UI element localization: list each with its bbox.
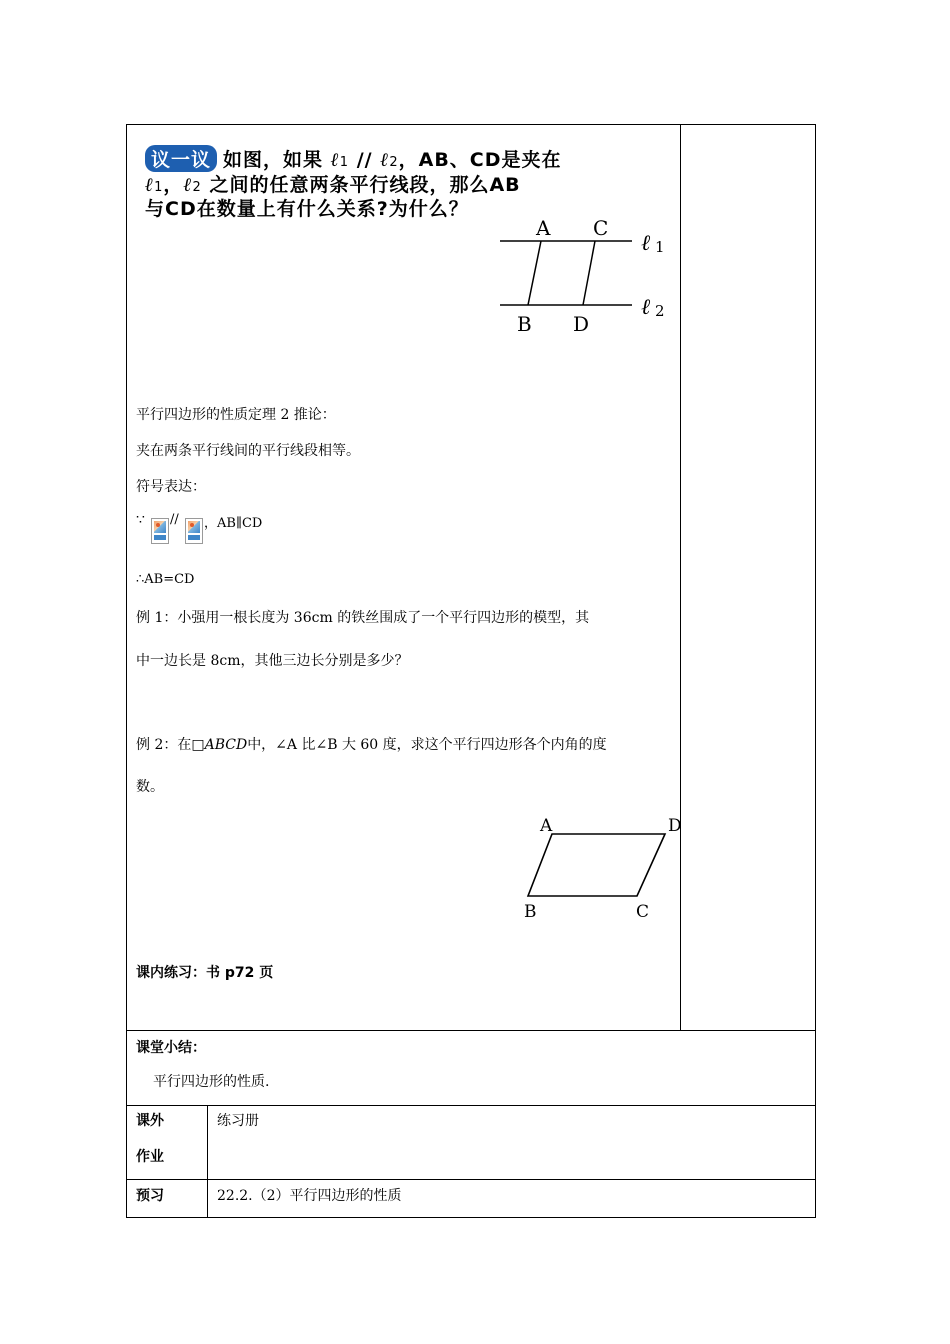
discussion-line-1 <box>145 145 562 172</box>
discussion-badge: 议一议 <box>145 145 217 172</box>
homework-label-2: 作业 <box>136 1149 164 1165</box>
preview-label: 预习 <box>136 1188 164 1204</box>
theorem-statement: 夹在两条平行线间的平行线段相等。 <box>136 443 360 459</box>
l2-subscript-2: 2 <box>192 180 202 195</box>
preview-top-border <box>126 1179 816 1180</box>
l2-symbol: ℓ <box>380 149 390 171</box>
figure2-label-a: A <box>540 816 553 836</box>
table-right-border <box>815 124 816 1218</box>
example1-line-1: 例 1：小强用一根长度为 36cm 的铁丝围成了一个平行四边形的模型，其 <box>136 610 590 626</box>
segment-ab <box>528 241 541 305</box>
discussion-line-1-prefix: 如图，如果 <box>223 149 324 171</box>
summary-top-border <box>126 1030 816 1031</box>
example2-suffix: 中，∠A 比∠B 大 60 度，求这个平行四边形各个内角的度 <box>247 737 607 753</box>
parallelogram-name: □ABCD <box>191 737 248 753</box>
broken-image-icon <box>151 518 169 544</box>
example2-prefix: 例 2：在 <box>136 737 192 753</box>
segment-cd <box>583 241 595 305</box>
parallelogram-abcd <box>528 834 665 896</box>
figure1-label-l1-sub: 1 <box>655 238 665 256</box>
symbol-expression-label: 符号表达： <box>136 479 206 495</box>
example1-line-2: 中一边长是 8cm，其他三边长分别是多少？ <box>136 653 409 669</box>
label-column-divider <box>207 1105 208 1218</box>
table-bottom-border <box>126 1217 816 1218</box>
parallel-symbol: // <box>356 149 373 171</box>
homework-label-1: 课外 <box>136 1113 164 1129</box>
figure2-label-d: D <box>668 816 682 836</box>
figure1-label-l1: ℓ <box>641 231 651 256</box>
figure2-label-c: C <box>636 902 650 922</box>
discussion-line-1-suffix: ，AB、CD是夹在 <box>398 149 562 171</box>
figure2-label-b: B <box>524 902 537 922</box>
l1-symbol: ℓ <box>330 149 340 171</box>
because-tail: ，AB∥CD <box>204 516 263 531</box>
in-class-practice: 课内练习：书 p72 页 <box>136 965 274 981</box>
l1-symbol-2: ℓ <box>145 174 155 196</box>
summary-heading: 课堂小结： <box>136 1040 206 1056</box>
parallel-lines-figure <box>495 214 675 339</box>
homework-content: 练习册 <box>217 1113 259 1129</box>
figure1-label-b: B <box>517 312 532 336</box>
l1-subscript-2: 1 <box>154 180 164 195</box>
discussion-line-2 <box>145 170 521 197</box>
because-symbol: ∵ <box>136 512 145 528</box>
parallelogram-figure <box>518 812 683 924</box>
broken-image-icon <box>185 518 203 544</box>
parallel-symbol-2: // <box>170 512 179 527</box>
theorem-title: 平行四边形的性质定理 2 推论： <box>136 407 336 423</box>
l2-symbol-2: ℓ <box>183 174 193 196</box>
figure1-label-l2-sub: 2 <box>655 302 665 320</box>
discussion-line-2-suffix: 之间的任意两条平行线段，那么AB <box>209 174 521 196</box>
figure1-label-a: A <box>536 216 551 240</box>
line-2-separator: ， <box>163 174 184 196</box>
table-top-border <box>126 124 816 125</box>
example2-line-1 <box>136 734 607 754</box>
l1-subscript: 1 <box>339 155 350 170</box>
table-left-border <box>126 124 127 1218</box>
figure1-label-c: C <box>593 216 609 240</box>
therefore-statement: ∴AB=CD <box>136 572 195 587</box>
figure1-label-d: D <box>573 312 590 336</box>
discussion-line-3: 与CD在数量上有什么关系?为什么？ <box>145 198 469 220</box>
l2-subscript: 2 <box>389 155 399 170</box>
summary-content: 平行四边形的性质. <box>153 1074 270 1090</box>
example2-line-2: 数。 <box>136 779 164 795</box>
figure1-label-l2: ℓ <box>641 295 651 320</box>
preview-content: 22.2.（2）平行四边形的性质 <box>217 1188 402 1204</box>
homework-top-border <box>126 1105 816 1106</box>
